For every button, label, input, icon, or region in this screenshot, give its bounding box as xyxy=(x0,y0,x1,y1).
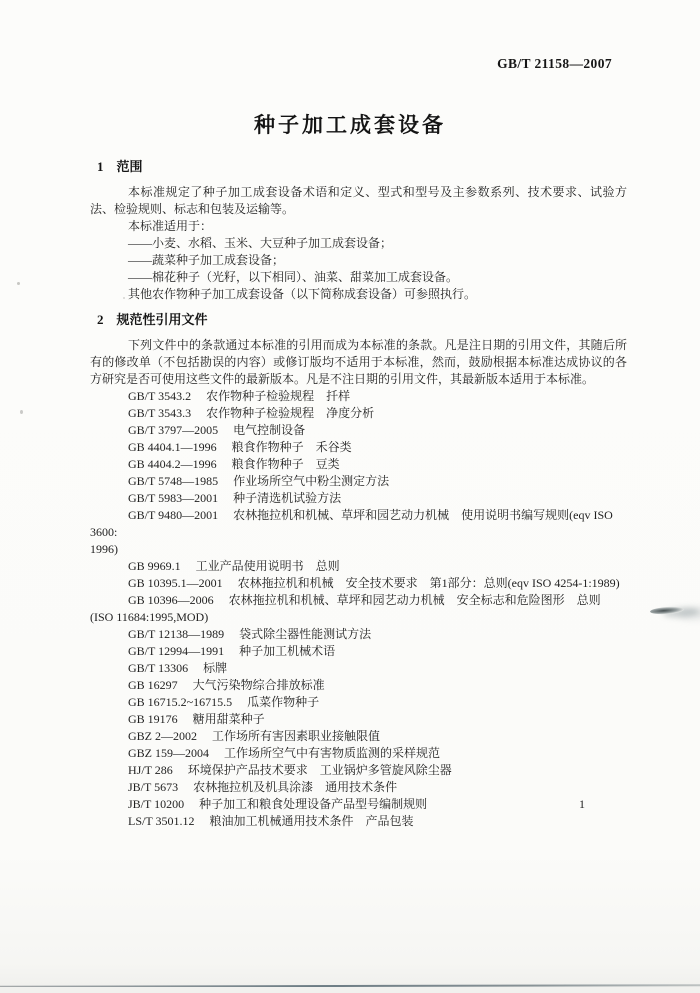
reference-row xyxy=(90,762,627,779)
reference-code: GB 10396—2006 xyxy=(128,593,214,607)
reference-code: GB/T 3543.2 xyxy=(128,389,192,403)
reference-title: 糖用甜菜种子 xyxy=(192,712,265,726)
reference-title: 袋式除尘器性能测试方法 xyxy=(239,627,372,641)
reference-row xyxy=(90,813,627,830)
reference-title: 电气控制设备 xyxy=(233,423,306,437)
reference-row xyxy=(90,473,627,490)
reference-code: GB/T 12138—1989 xyxy=(128,627,225,641)
section-title: 范围 xyxy=(116,159,143,174)
reference-title: 种子加工和粮食处理设备产品型号编制规则 xyxy=(199,797,428,811)
reference-title: 瓜菜作物种子 xyxy=(247,695,320,709)
reference-row xyxy=(90,405,627,422)
reference-row xyxy=(90,779,627,796)
reference-row xyxy=(90,422,627,439)
reference-title: 工作场所有害因素职业接触限值 xyxy=(212,729,381,743)
reference-title: 农作物种子检验规程 扦样 xyxy=(206,389,351,403)
reference-code: GB/T 13306 xyxy=(128,661,189,675)
scan-background xyxy=(0,987,700,993)
page-title: 种子加工成套设备 xyxy=(254,113,446,137)
reference-row xyxy=(90,643,627,660)
reference-row xyxy=(90,507,627,558)
reference-title: 种子加工机械术语 xyxy=(239,644,336,658)
scope-intro-paragraph: 本标准规定了种子加工成套设备术语和定义、型式和型号及主参数系列、技术要求、试验方法、检验规则、标志和包装及运输等。 xyxy=(90,185,627,216)
reference-continuation: (ISO 11684:1995,MOD) xyxy=(90,610,209,624)
reference-title: 标牌 xyxy=(203,661,228,675)
reference-code: HJ/T 286 xyxy=(128,763,173,777)
reference-row xyxy=(90,456,627,473)
section-number: 2 xyxy=(97,312,104,327)
reference-code: GB/T 3797—2005 xyxy=(128,423,219,437)
reference-code: GB/T 5748—1985 xyxy=(128,474,219,488)
reference-code: GB/T 12994—1991 xyxy=(128,644,225,658)
references-list xyxy=(90,388,627,830)
reference-title: 工作场所空气中有害物质监测的采样规范 xyxy=(224,746,441,760)
reference-code: LS/T 3501.12 xyxy=(128,814,195,828)
reference-title: 农作物种子检验规程 净度分析 xyxy=(206,406,375,420)
scope-applies-lead: 本标准适用于： xyxy=(128,219,213,233)
reference-row xyxy=(90,728,627,745)
reference-code: GB 16715.2~16715.5 xyxy=(128,695,233,709)
reference-title: 农林拖拉机和机械、草坪和园艺动力机械 使用说明书编写规则(eqv ISO 3600: xyxy=(90,508,613,539)
reference-code: GB 16297 xyxy=(128,678,178,692)
reference-row xyxy=(90,388,627,405)
scope-other-note: 其他农作物种子加工成套设备（以下简称成套设备）可参照执行。 xyxy=(128,287,477,301)
reference-row xyxy=(90,439,627,456)
scan-speck xyxy=(17,282,20,285)
reference-code: GB 9969.1 xyxy=(128,559,181,573)
reference-row xyxy=(90,626,627,643)
reference-row xyxy=(90,660,627,677)
reference-row xyxy=(90,490,627,507)
reference-row xyxy=(90,711,627,728)
reference-row xyxy=(90,796,627,813)
reference-code: GB/T 9480—2001 xyxy=(128,508,219,522)
reference-title: 作业场所空气中粉尘测定方法 xyxy=(233,474,390,488)
scope-item: ——蔬菜种子加工成套设备； xyxy=(128,253,285,267)
reference-code: GB 19176 xyxy=(128,712,178,726)
reference-row xyxy=(90,745,627,762)
reference-code: GB 4404.2—1996 xyxy=(128,457,217,471)
reference-title: 种子清选机试验方法 xyxy=(233,491,342,505)
scan-speck xyxy=(123,297,125,299)
standard-code: GB/T 21158—2007 xyxy=(497,56,612,71)
reference-title: 农林拖拉机及机具涂漆 通用技术条件 xyxy=(193,780,398,794)
reference-code: GBZ 2—2002 xyxy=(128,729,197,743)
scan-smudge-artifact xyxy=(650,606,684,615)
scan-speck xyxy=(20,410,23,414)
reference-title: 工业产品使用说明书 总则 xyxy=(195,559,340,573)
reference-title: 农林拖拉机和机械、草坪和园艺动力机械 安全标志和危险图形 总则 xyxy=(228,593,601,607)
reference-title: 粮油加工机械通用技术条件 产品包装 xyxy=(209,814,414,828)
reference-code: GB/T 5983—2001 xyxy=(128,491,219,505)
scope-item: ——棉花种子（光籽，以下相同）、油菜、甜菜加工成套设备。 xyxy=(128,270,459,284)
section-heading-references xyxy=(97,311,627,328)
reference-code: JB/T 5673 xyxy=(128,780,179,794)
reference-continuation: 1996) xyxy=(90,542,118,556)
section-heading-scope xyxy=(97,158,627,175)
reference-code: GB 4404.1—1996 xyxy=(128,440,217,454)
reference-row xyxy=(90,694,627,711)
reference-title: 农林拖拉机和机械 安全技术要求 第1部分：总则(eqv ISO 4254-1:1989) xyxy=(237,576,620,590)
reference-code: GBZ 159—2004 xyxy=(128,746,209,760)
references-intro-paragraph: 下列文件中的条款通过本标准的引用而成为本标准的条款。凡是注日期的引用文件，其随后所有的修改单（不包括勘误的内容）或修订版均不适用于本标准，然而，鼓励根据本标准达成协议的各方研究是否可使用这些文件的最新版本。凡是不注日期的引用文件，其最新版本适用于本标准。 xyxy=(90,338,627,386)
reference-code: GB 10395.1—2001 xyxy=(128,576,223,590)
reference-row xyxy=(90,575,627,592)
reference-code: GB/T 3543.3 xyxy=(128,406,192,420)
reference-code: JB/T 10200 xyxy=(128,797,185,811)
reference-row xyxy=(90,592,627,626)
reference-title: 粮食作物种子 禾谷类 xyxy=(231,440,352,454)
reference-row xyxy=(90,677,627,694)
scope-item: ——小麦、水稻、玉米、大豆种子加工成套设备； xyxy=(128,236,393,250)
page-number: 1 xyxy=(579,797,585,811)
reference-title: 粮食作物种子 豆类 xyxy=(231,457,340,471)
section-title: 规范性引用文件 xyxy=(116,312,208,327)
reference-title: 环境保护产品技术要求 工业锅炉多管旋风除尘器 xyxy=(187,763,452,777)
document-body xyxy=(90,158,627,830)
reference-title: 大气污染物综合排放标准 xyxy=(192,678,325,692)
reference-row xyxy=(90,558,627,575)
section-number: 1 xyxy=(97,159,104,174)
